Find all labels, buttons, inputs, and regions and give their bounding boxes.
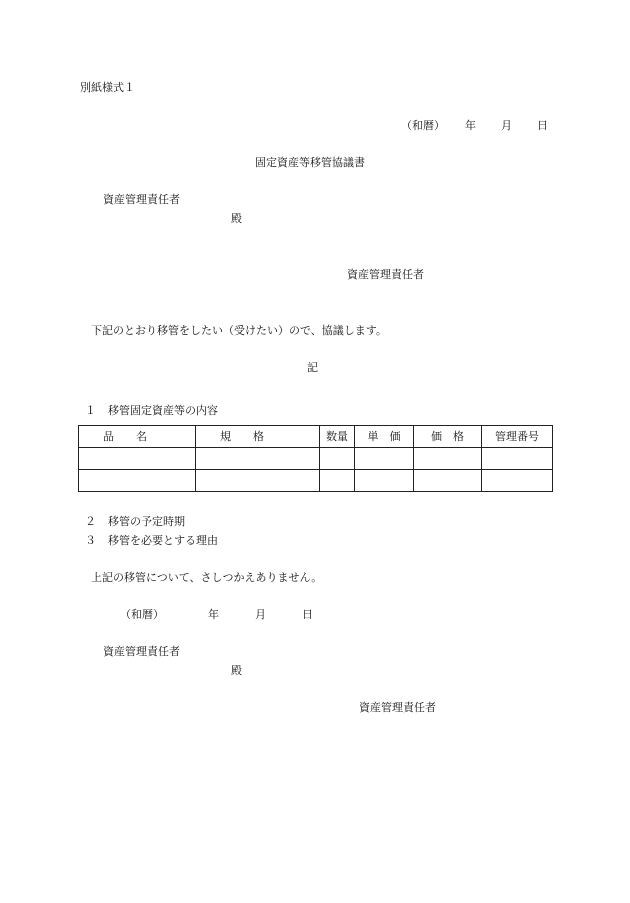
- col-header-price: 価 格: [414, 426, 482, 448]
- form-label: 別紙様式１: [80, 81, 135, 94]
- table-cell[interactable]: [414, 448, 482, 470]
- body-text: 下記のとおり移管をしたい（受けたい）ので、協議します。: [91, 324, 387, 337]
- table-header-row: [79, 426, 553, 448]
- table-cell[interactable]: [79, 470, 196, 492]
- section-3-label: 移管を必要とする理由: [108, 534, 218, 547]
- date-year: 年: [465, 119, 476, 132]
- date-day: 日: [537, 119, 548, 132]
- table-cell[interactable]: [355, 448, 414, 470]
- table-row: [79, 448, 553, 470]
- col-header-quantity: 数量: [320, 426, 355, 448]
- section-1-number: １: [85, 404, 96, 417]
- recipient-role: 資産管理責任者: [103, 193, 180, 206]
- reply-recipient-role: 資産管理責任者: [103, 645, 180, 658]
- reply-date-era: （和暦）: [120, 608, 164, 621]
- reply-date-month: 月: [255, 608, 266, 621]
- col-header-spec: 規 格: [196, 426, 320, 448]
- reply-text: 上記の移管について、さしつかえありません。: [91, 571, 323, 584]
- reply-recipient-honorific: 殿: [231, 664, 242, 677]
- table-row: [79, 470, 553, 492]
- section-2-label: 移管の予定時期: [108, 515, 185, 528]
- table-cell[interactable]: [482, 470, 553, 492]
- table-cell[interactable]: [320, 448, 355, 470]
- section-1-label: 移管固定資産等の内容: [108, 404, 218, 417]
- reply-date-year: 年: [208, 608, 219, 621]
- table-cell[interactable]: [414, 470, 482, 492]
- ki-heading: 記: [307, 361, 318, 374]
- col-header-unit-price: 単 価: [355, 426, 414, 448]
- col-header-control-number: 管理番号: [482, 426, 553, 448]
- recipient-honorific: 殿: [231, 212, 242, 225]
- table-cell[interactable]: [79, 448, 196, 470]
- table-cell[interactable]: [355, 470, 414, 492]
- table-cell[interactable]: [482, 448, 553, 470]
- date-era: （和暦）: [401, 119, 445, 132]
- section-3-number: ３: [85, 534, 96, 547]
- asset-table: [78, 425, 553, 492]
- reply-date-day: 日: [302, 608, 313, 621]
- col-header-item-name: 品 名: [79, 426, 196, 448]
- section-3: [85, 534, 218, 548]
- table-cell[interactable]: [196, 470, 320, 492]
- section-1: [85, 404, 218, 418]
- table-cell[interactable]: [196, 448, 320, 470]
- section-2: [85, 515, 185, 529]
- section-2-number: ２: [85, 515, 96, 528]
- date-month: 月: [501, 119, 512, 132]
- document-title: 固定資産等移管協議書: [255, 156, 365, 169]
- reply-sender-role: 資産管理責任者: [359, 701, 436, 714]
- table-cell[interactable]: [320, 470, 355, 492]
- sender-role: 資産管理責任者: [347, 268, 424, 281]
